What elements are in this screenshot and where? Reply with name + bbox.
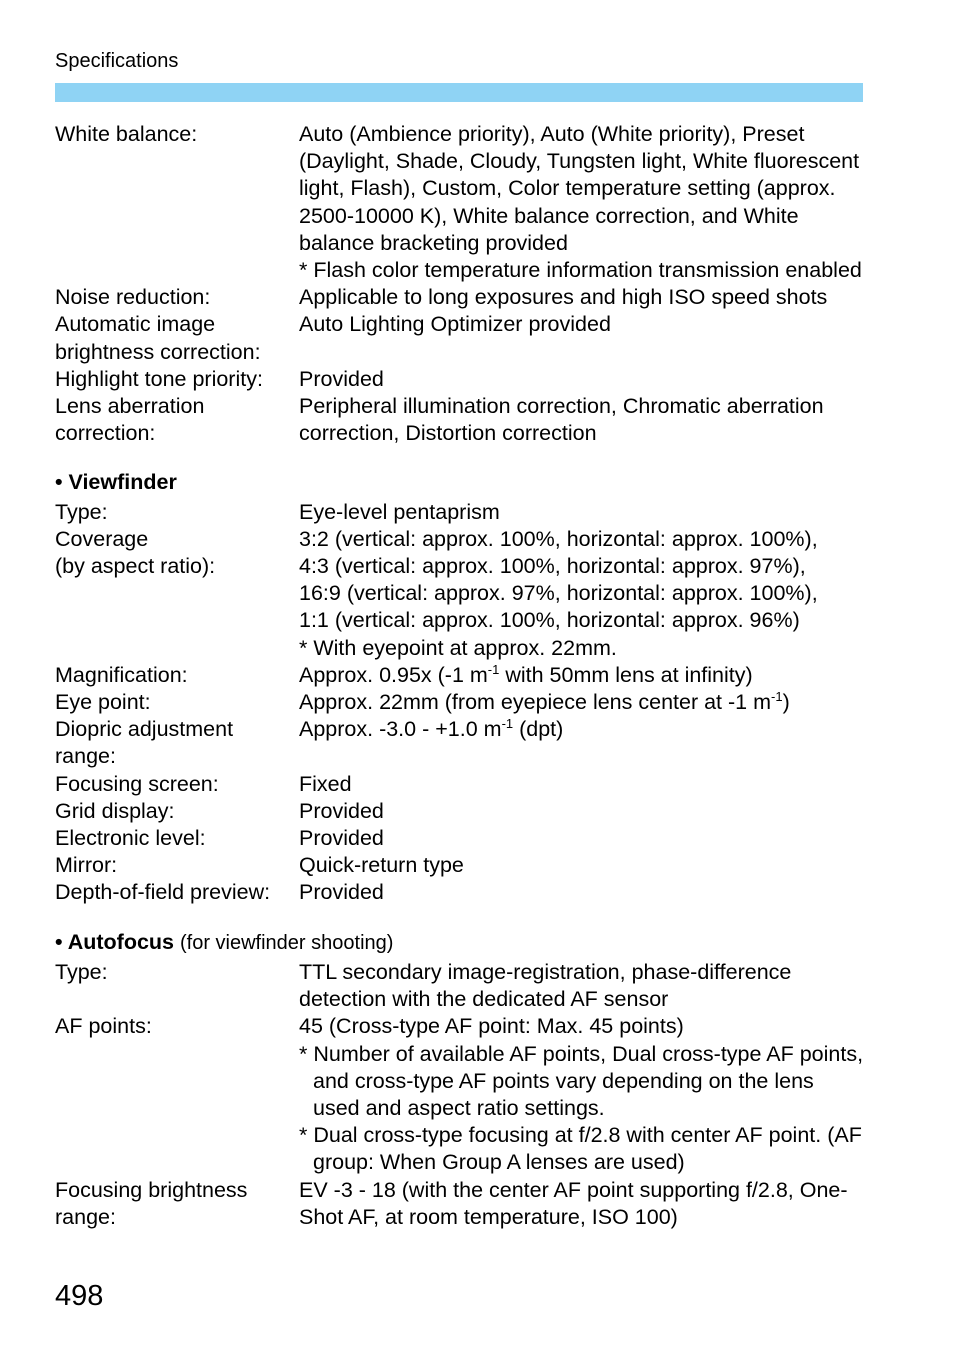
spec-value-block (299, 526, 865, 662)
spec-value: Auto Lighting Optimizer provided (299, 312, 611, 337)
spec-label: Focusing screen: (55, 771, 219, 796)
coverage-line: 16:9 (vertical: approx. 97%, horizontal: approx. 100%), (299, 581, 818, 606)
value-text: Approx. -3.0 - +1.0 m (299, 717, 502, 742)
spec-note: * With eyepoint at approx. 22mm. (299, 635, 617, 660)
spec-value: Provided (299, 366, 384, 391)
section-heading-viewfinder: • Viewfinder (55, 470, 177, 495)
spec-value: EV -3 - 18 (with the center AF point supporting f/2.8, One-Shot AF, at room temperature, ISO 100) (299, 1177, 848, 1229)
spec-label: Diopric adjustment range: (55, 717, 234, 769)
spec-row-mirror (55, 852, 865, 879)
spec-row-af-type (55, 959, 865, 1013)
spec-value-block (299, 1013, 865, 1176)
spec-value (299, 662, 865, 689)
spec-label: (by aspect ratio): (55, 554, 216, 579)
spec-label: Focusing brightness range: (55, 1177, 248, 1229)
value-text: with 50mm lens at infinity) (499, 662, 753, 687)
spec-row-vf-type (55, 499, 865, 526)
section-heading-autofocus (55, 929, 865, 957)
spec-value: Applicable to long exposures and high ISO speed shots (299, 285, 828, 310)
section-title: • Autofocus (55, 929, 174, 954)
spec-row-highlight-tone (55, 366, 865, 393)
spec-label: Type: (55, 959, 108, 984)
superscript: -1 (487, 661, 500, 677)
spec-label: Depth-of-field preview: (55, 880, 271, 905)
spec-row-diopter (55, 716, 865, 770)
spec-value: Auto (Ambience priority), Auto (White priority), Preset (Daylight, Shade, Cloudy, Tungsten light, White fluorescent light, Flash), Custom, Color temperature setting (approx. 2500-10000 K), White balance correction, and White balance bracketing provided (299, 122, 860, 255)
spec-label: White balance: (55, 122, 198, 146)
spec-label-block (55, 526, 299, 662)
page-number: 498 (55, 1280, 104, 1312)
spec-label: Highlight tone priority: (55, 366, 263, 391)
value-text: ) (782, 690, 790, 715)
section-subtitle: (for viewfinder shooting) (179, 931, 394, 954)
spec-label: Eye point: (55, 690, 151, 715)
spec-content (55, 121, 865, 1231)
coverage-line: 1:1 (vertical: approx. 100%, horizontal: approx. 96%) (299, 608, 800, 633)
spec-row-grid-display (55, 798, 865, 825)
value-text: Approx. 22mm (from eyepiece lens center at -1 m (299, 690, 771, 715)
spec-label: Type: (55, 499, 108, 524)
spec-row-focusing-range (55, 1177, 865, 1231)
value-text: (dpt) (513, 717, 564, 742)
spec-value (299, 716, 865, 770)
superscript: -1 (501, 716, 514, 732)
spec-value: 45 (Cross-type AF point: Max. 45 points) (299, 1014, 684, 1039)
spec-row-lens-aberration (55, 393, 865, 447)
spec-value: Peripheral illumination correction, Chromatic aberration correction, Distortion correction (299, 394, 824, 446)
coverage-line: 4:3 (vertical: approx. 100%, horizontal: approx. 97%), (299, 554, 806, 579)
spec-row-electronic-level (55, 825, 865, 852)
spec-label: Lens aberration correction: (55, 394, 205, 446)
page-header: Specifications (55, 50, 179, 72)
coverage-line: 3:2 (vertical: approx. 100%, horizontal: approx. 100%), (299, 526, 818, 551)
superscript: -1 (771, 689, 783, 705)
spec-value: Quick-return type (299, 853, 464, 878)
spec-label: Electronic level: (55, 826, 206, 851)
spec-row-auto-brightness (55, 311, 865, 365)
spec-value: TTL secondary image-registration, phase-difference detection with the dedicated AF sensor (299, 959, 792, 1012)
spec-label: Magnification: (55, 662, 188, 687)
spec-row-noise-reduction (55, 284, 865, 311)
spec-note: * Dual cross-type focusing at f/2.8 with center AF point. (AF group: When Group A lenses are used) (299, 1123, 862, 1175)
spec-note: * Number of available AF points, Dual cross-type AF points, and cross-type AF points vary depending on the lens used and aspect ratio settings. (299, 1041, 864, 1120)
spec-label: AF points: (55, 1014, 152, 1039)
spec-value (299, 689, 865, 716)
header-bar (55, 83, 863, 102)
spec-row-magnification (55, 662, 865, 689)
spec-row-af-points (55, 1013, 865, 1176)
spec-label: Mirror: (55, 853, 118, 878)
spec-value: Provided (299, 798, 384, 823)
spec-label: Grid display: (55, 798, 175, 823)
spec-label: Automatic image brightness correction: (55, 312, 261, 364)
spec-value: Fixed (299, 771, 352, 796)
spec-note: * Flash color temperature information transmission enabled (299, 258, 862, 283)
spec-row-dof-preview (55, 879, 865, 906)
spec-label: Noise reduction: (55, 285, 211, 310)
spec-row-white-balance (55, 121, 865, 284)
spec-value: Provided (299, 826, 384, 851)
spec-value-block (299, 121, 865, 284)
spec-row-coverage (55, 526, 865, 662)
spec-row-focusing-screen (55, 771, 865, 798)
spec-row-eye-point (55, 689, 865, 716)
value-text: Approx. 0.95x (-1 m (299, 662, 488, 687)
spec-value: Provided (299, 880, 384, 905)
spec-label: Coverage (55, 526, 149, 551)
spec-value: Eye-level pentaprism (299, 499, 500, 524)
